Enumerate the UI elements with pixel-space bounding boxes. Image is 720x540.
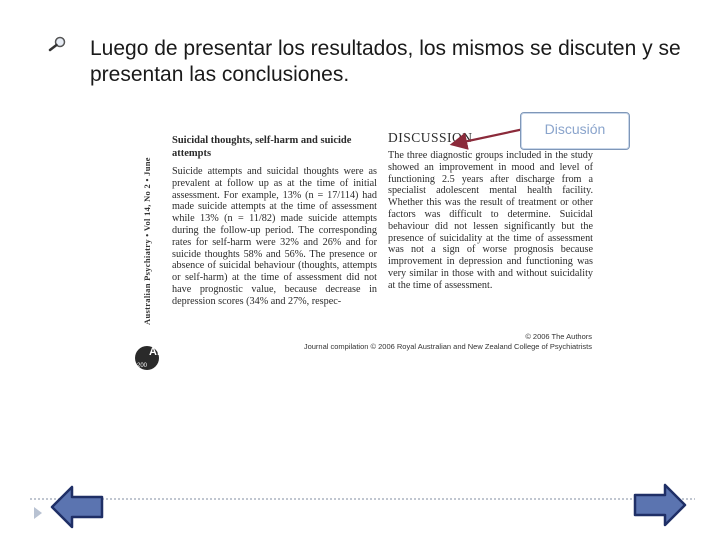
slide-marker-icon bbox=[33, 506, 43, 520]
copyright-notice bbox=[304, 332, 592, 352]
discussion-heading: DISCUSSION bbox=[388, 130, 473, 145]
callout-arrow-icon bbox=[440, 118, 530, 158]
left-column-heading: Suicidal thoughts, self-harm and suicide attempts bbox=[172, 135, 352, 159]
right-column-body: The three diagnostic groups included in the study showed an improvement in mood and level of functioning 2.5 years after discharge from a specialist adolescent mental health facility. Whether this was the result of treatment or other factors was difficult to determine. Suicidal behaviour did not lessen significantly but the presence of suicidality at the time of assessment was not a sign of worse prognosis because improvement in depression and functioning was very similar in those with and without suicidality at the time of assessment. bbox=[388, 150, 593, 291]
previous-slide-button[interactable] bbox=[50, 484, 104, 530]
logo-letters: AP bbox=[149, 346, 164, 358]
copyright-line-2: Journal compilation © 2006 Royal Australian and New Zealand College of Psychiatrists bbox=[303, 342, 592, 351]
magnifier-bullet-icon bbox=[46, 36, 68, 52]
logo-number: 200 bbox=[137, 363, 148, 369]
journal-spine-text: Australian Psychiatry • Vol 14, No 2 • June bbox=[142, 157, 152, 325]
next-slide-button[interactable] bbox=[633, 482, 687, 528]
discussion-callout: Discusión bbox=[520, 112, 630, 150]
footer-divider bbox=[30, 498, 695, 500]
article-left-column bbox=[172, 134, 377, 308]
left-column-body: Suicide attempts and suicidal thoughts were as prevalent at follow up as at the time of initial assessment. For example, 13% (n = 17/114) had made suicide attempts at the time of assessment while 13% (n = 11/82) made suicide attempts during the follow-up period. The corresponding rates for self-harm were 32% and 26% and for suicide thoughts 58% and 56%. The presence or absence of suicidal behaviour (thoughts, attempts or self-harm) at the time of assessment did not have prognostic value, because decrease in depression scores (34% and 27%, respec- bbox=[172, 166, 377, 307]
bullet-text: Luego de presentar los resultados, los mismos se discuten y se presentan las conclusiones. bbox=[90, 37, 681, 86]
journal-logo-icon bbox=[134, 342, 164, 372]
journal-spine bbox=[132, 110, 152, 325]
copyright-line-1: © 2006 The Authors bbox=[525, 332, 592, 341]
